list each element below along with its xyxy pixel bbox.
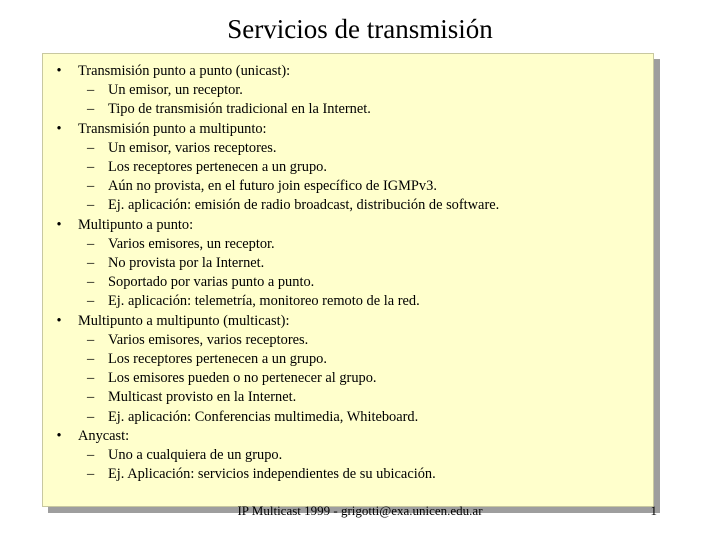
topic-item (43, 120, 653, 139)
sub-item-text: Un emisor, un receptor. (108, 82, 243, 99)
slide-title: Servicios de transmisión (227, 14, 493, 44)
sub-item (43, 81, 653, 100)
sub-item (43, 446, 653, 465)
sub-item (43, 369, 653, 388)
topic-item (43, 62, 653, 81)
sub-item (43, 465, 653, 484)
dash-icon: – (87, 101, 95, 118)
topic-list (43, 62, 653, 484)
bullet-icon: • (56, 216, 62, 233)
topic-label: Anycast: (78, 427, 130, 444)
sub-item-text: Un emisor, varios receptores. (108, 139, 277, 156)
sub-item-text: Multicast provisto en la Internet. (108, 389, 297, 406)
footer-text: IP Multicast 1999 - grigotti@exa.unicen.edu.ar (237, 503, 483, 518)
slide-footer (0, 502, 720, 522)
page-number: 1 (650, 503, 657, 518)
dash-icon: – (87, 331, 95, 348)
topic-label: Multipunto a punto: (78, 216, 194, 233)
dash-icon: – (87, 159, 95, 176)
dash-icon: – (87, 466, 95, 483)
dash-icon: – (87, 351, 95, 368)
dash-icon: – (87, 447, 95, 464)
sub-item-text: Soportado por varias punto a punto. (108, 274, 315, 291)
dash-icon: – (87, 389, 95, 406)
content-panel (42, 53, 654, 507)
dash-icon: – (87, 274, 95, 291)
sub-item-text: Aún no provista, en el futuro join específico de IGMPv3. (108, 178, 437, 195)
dash-icon: – (87, 235, 95, 252)
topic-item (43, 312, 653, 331)
sub-item (43, 254, 653, 273)
sub-item (43, 235, 653, 254)
dash-icon: – (87, 197, 95, 214)
topic-item (43, 216, 653, 235)
sub-item (43, 408, 653, 427)
topic-label: Transmisión punto a punto (unicast): (78, 63, 291, 79)
topic-label: Multipunto a multipunto (multicast): (78, 312, 290, 329)
dash-icon: – (87, 293, 95, 310)
sub-item-text: Los receptores pertenecen a un grupo. (108, 351, 327, 368)
sub-item-text: Ej. aplicación: emisión de radio broadcast, distribución de software. (108, 197, 500, 214)
sub-item (43, 388, 653, 407)
sub-item-text: Ej. aplicación: Conferencias multimedia, Whiteboard. (108, 408, 419, 425)
sub-item (43, 350, 653, 369)
dash-icon: – (87, 255, 95, 272)
sub-item-text: Ej. Aplicación: servicios independientes de su ubicación. (108, 466, 436, 483)
dash-icon: – (87, 408, 95, 425)
dash-icon: – (87, 178, 95, 195)
bullet-icon: • (56, 63, 62, 79)
sub-item-text: Los emisores pueden o no pertenecer al grupo. (108, 370, 377, 387)
sub-item (43, 100, 653, 119)
sub-item-text: No provista por la Internet. (108, 255, 265, 272)
sub-item (43, 158, 653, 177)
sub-item-text: Los receptores pertenecen a un grupo. (108, 159, 327, 176)
sub-item (43, 177, 653, 196)
sub-item-text: Tipo de transmisión tradicional en la Internet. (108, 101, 371, 118)
dash-icon: – (87, 370, 95, 387)
sub-item-text: Varios emisores, un receptor. (108, 235, 275, 252)
topic-label: Transmisión punto a multipunto: (78, 120, 267, 137)
sub-item (43, 273, 653, 292)
dash-icon: – (87, 82, 95, 99)
sub-item-text: Ej. aplicación: telemetría, monitoreo remoto de la red. (108, 293, 420, 310)
bullet-icon: • (56, 120, 62, 137)
sub-item (43, 139, 653, 158)
dash-icon: – (87, 139, 95, 156)
sub-item (43, 196, 653, 215)
bullet-icon: • (56, 312, 62, 329)
sub-item-text: Varios emisores, varios receptores. (108, 331, 309, 348)
sub-item (43, 331, 653, 350)
bullet-icon: • (56, 427, 62, 444)
sub-item (43, 292, 653, 311)
topic-item (43, 427, 653, 446)
sub-item-text: Uno a cualquiera de un grupo. (108, 447, 283, 464)
